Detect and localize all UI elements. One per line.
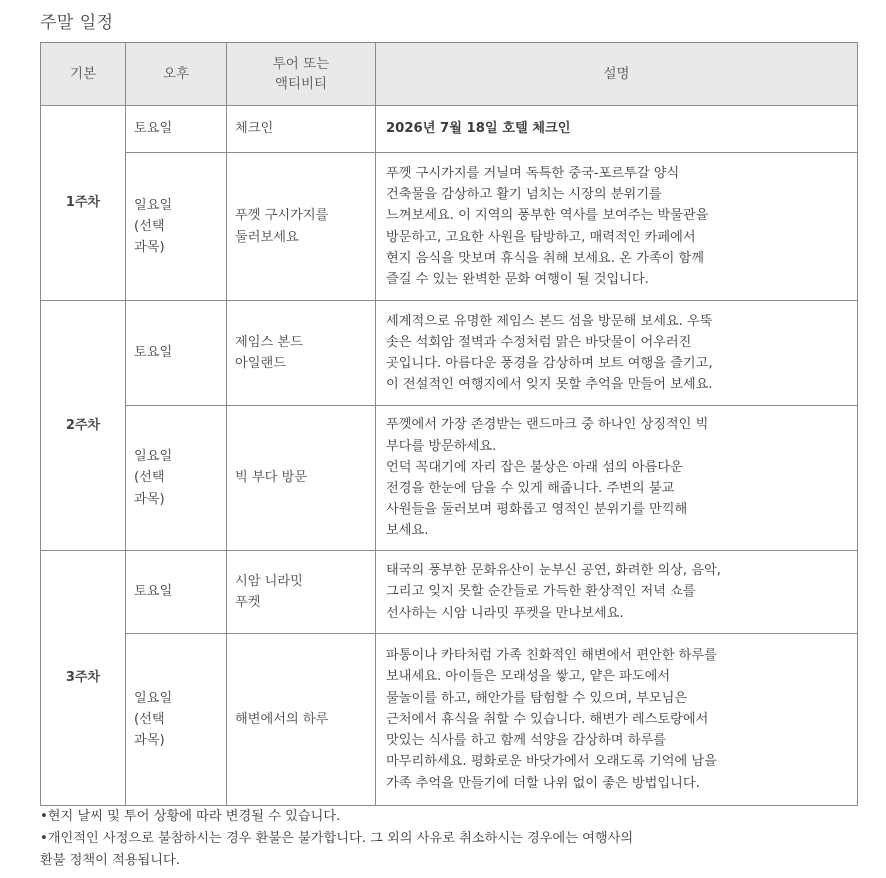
weekend-schedule-table [40,42,858,806]
description-line: 선사하는 시암 니라밋 푸켓을 만나보세요. [386,605,624,621]
week-label: 1주차 [41,106,126,301]
description-line: 물놀이를 하고, 해안가를 탐험할 수 있으며, 부모님은 [386,690,688,706]
day-line: 과목) [134,733,165,749]
day-cell [126,634,227,806]
day-line: 과목) [134,240,165,256]
day-line: 일요일 [134,690,173,706]
day-line: 일요일 [134,449,173,465]
header-tour-line2: 액티비티 [274,76,328,92]
activity-line: 푸껫 구시가지를 [235,208,329,224]
day-line: 토요일 [134,584,173,600]
activity-cell [227,406,376,551]
description-line: 근처에서 휴식을 취할 수 있습니다. 해변가 레스토랑에서 [386,711,709,727]
activity-line: 푸켓 [235,595,261,610]
description-line: 곳입니다. 아름다운 풍경을 감상하며 보트 여행을 즐기고, [386,356,713,371]
day-line: (선택 [134,218,165,234]
description-line: 부다를 방문하세요. [386,438,497,454]
day-line: 일요일 [134,197,173,213]
description-line: 보내세요. 아이들은 모래성을 쌓고, 얕은 파도에서 [386,669,671,685]
table-row [41,406,858,551]
header-basic: 기본 [41,43,126,106]
activity-line: 체크인 [235,121,274,137]
table-row [41,301,858,406]
day-cell [126,106,227,153]
day-cell [126,153,227,301]
description-line: 파통이나 카타처럼 가족 친화적인 해변에서 편안한 하루를 [386,648,717,664]
activity-line: 제임스 본드 [235,334,303,350]
description-line: 언덕 꼭대기에 자리 잡은 불상은 아래 섬의 아름다운 [386,459,683,475]
description-line: 세계적으로 유명한 제임스 본드 섬을 방문해 보세요. 우뚝 [386,313,713,329]
page-title: 주말 일정 [40,13,114,33]
footnote: •개인적인 사정으로 불참하시는 경우 환불은 불가합니다. 그 외의 사유로 취소하시는 경우에는 여행사의 [40,831,634,846]
day-line: 토요일 [134,345,173,361]
description-cell [376,153,858,301]
day-line: 과목) [134,491,165,507]
description-line: 현지 음식을 맛보며 휴식을 취해 보세요. 온 가족이 함께 [386,250,704,266]
table-row [41,153,858,301]
activity-cell [227,301,376,406]
table-row [41,551,858,634]
day-cell [126,301,227,406]
activity-line: 빅 부다 방문 [235,470,308,486]
week-label: 3주차 [41,551,126,806]
activity-line: 둘러보세요 [235,229,299,245]
description-line: 느껴보세요. 이 지역의 풍부한 역사를 보여주는 박물관을 [386,208,709,224]
description-cell [376,106,858,153]
description-line: 가족 추억을 만들기에 더할 나위 없이 좋은 방법입니다. [386,775,700,791]
description-line: 즐길 수 있는 완벽한 문화 여행이 될 것입니다. [386,271,649,287]
table-row [41,634,858,806]
day-line: 토요일 [134,121,173,137]
description-line: 태국의 풍부한 문화유산이 눈부신 공연, 화려한 의상, 음악, [386,563,721,579]
activity-line: 시암 니라밋 [235,573,303,589]
description-cell [376,634,858,806]
description-line: 푸껫에서 가장 존경받는 랜드마크 중 하나인 상징적인 빅 [386,417,709,433]
footnote: 환불 정책이 적용됩니다. [40,853,180,868]
activity-line: 해변에서의 하루 [235,711,329,727]
footnotes [40,806,870,872]
header-tour-activity [227,43,376,106]
header-description: 설명 [376,43,858,106]
description-line: 2026년 7월 18일 호텔 체크인 [386,121,571,137]
activity-cell [227,551,376,634]
description-line: 마무리하세요. 평화로운 바닷가에서 오래도록 기억에 남을 [386,754,717,770]
description-line: 맛있는 식사를 하고 함께 석양을 감상하며 하루를 [386,733,666,749]
day-line: (선택 [134,711,165,727]
description-line: 푸껫 구시가지를 거닐며 독특한 중국-포르투갈 양식 [386,165,680,181]
activity-cell [227,634,376,806]
header-afternoon: 오후 [126,43,227,106]
day-cell [126,406,227,551]
header-tour-line1: 투어 또는 [272,56,330,72]
description-line: 그리고 잊지 못할 순간들로 가득한 환상적인 저녁 쇼를 [386,584,696,600]
footnote: •현지 날씨 및 투어 상황에 따라 변경될 수 있습니다. [40,809,341,824]
day-cell [126,551,227,634]
description-cell [376,406,858,551]
description-line: 방문하고, 고요한 사원을 탐방하고, 매력적인 카페에서 [386,229,696,245]
description-cell [376,551,858,634]
table-header-row [41,43,858,106]
activity-line: 아일랜드 [235,356,286,371]
description-line: 이 전설적인 여행지에서 잊지 못할 추억을 만들어 보세요. [386,377,713,393]
day-line: (선택 [134,470,165,486]
week-label: 2주차 [41,301,126,551]
description-line: 건축물을 감상하고 활기 넘치는 시장의 분위기를 [386,187,662,203]
description-cell [376,301,858,406]
description-line: 사원들을 둘러보며 평화롭고 영적인 분위기를 만끽해 [386,502,688,518]
activity-cell [227,153,376,301]
table-row [41,106,858,153]
description-line: 보세요. [386,523,429,539]
description-line: 솟은 석회암 절벽과 수정처럼 맑은 바닷물이 어우러진 [386,334,692,350]
activity-cell [227,106,376,153]
description-line: 전경을 한눈에 담을 수 있게 해줍니다. 주변의 불교 [386,481,675,496]
